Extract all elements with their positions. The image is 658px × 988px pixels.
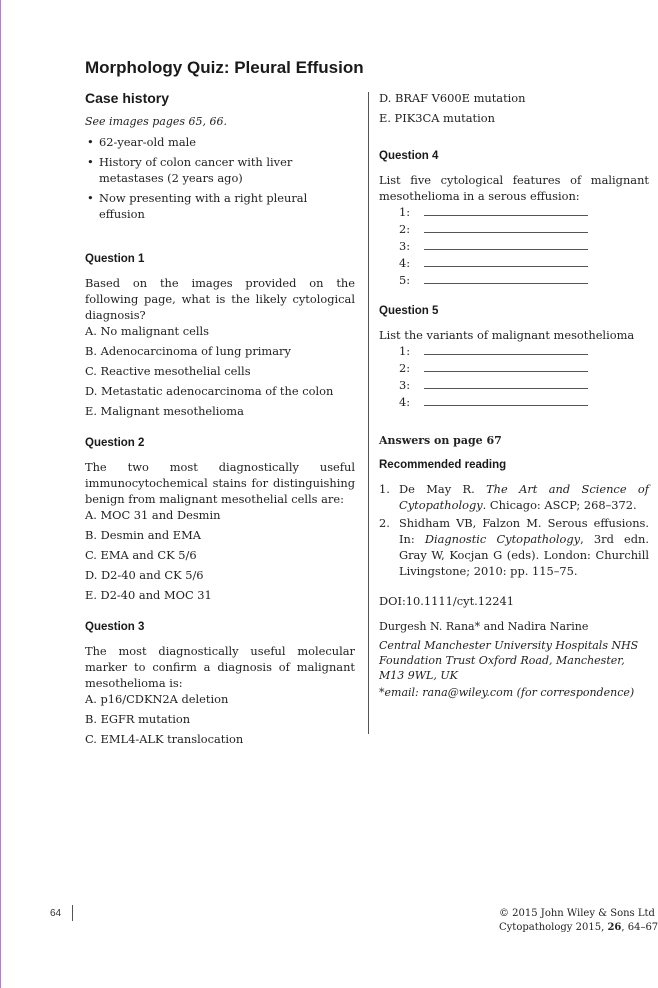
question-2-option: E. D2-40 and MOC 31	[85, 588, 212, 602]
question-3-option: C. EML4-ALK translocation	[85, 732, 244, 746]
question-2-option: B. Desmin and EMA	[85, 528, 201, 542]
reference-title: Diagnostic Cytopathology	[424, 532, 581, 546]
right-column	[379, 90, 649, 701]
copyright: © 2015 John Wiley & Sons Ltd	[499, 908, 655, 919]
question-1-heading: Question 1	[85, 253, 145, 265]
answer-line	[424, 222, 588, 233]
blank-number: 1:	[399, 205, 411, 219]
column-divider	[368, 92, 369, 734]
list-item: • History of colon cancer with liver metastases (2 years ago)	[85, 154, 355, 186]
reference-author: Shidham VB, Falzon M. Serous effusions. In:	[399, 516, 649, 546]
blank-number: 1:	[399, 344, 411, 358]
answer-blank[interactable]	[399, 272, 649, 288]
question-1-option: E. Malignant mesothelioma	[85, 404, 244, 418]
question-4-heading: Question 4	[379, 150, 439, 162]
recommended-reading-heading: Recommended reading	[379, 459, 507, 471]
blank-number: 4:	[399, 256, 411, 270]
question-3-heading: Question 3	[85, 621, 145, 633]
reference-details: . Chicago: ASCP; 268–372.	[482, 498, 637, 512]
question-3-option: A. p16/CDKN2A deletion	[85, 692, 229, 706]
reference-number: 2.	[379, 516, 390, 530]
blank-number: 2:	[399, 222, 411, 236]
question-2-text: The two most diagnostically useful immunocytochemical stains for distinguishing benign from malignant mesothelial cells are:	[85, 460, 355, 506]
question-3-option: D. BRAF V600E mutation	[379, 91, 526, 105]
answer-blank[interactable]	[399, 255, 649, 271]
blank-number: 3:	[399, 239, 411, 253]
answer-blank[interactable]	[399, 204, 649, 220]
question-1-option: B. Adenocarcinoma of lung primary	[85, 344, 291, 358]
reference-author: De May R.	[399, 482, 487, 496]
reference-title: The Art and Science of Cytopathology	[399, 482, 649, 512]
answers-note: Answers on page 67	[379, 434, 502, 447]
question-3-option: E. PIK3CA mutation	[379, 111, 495, 125]
left-column	[85, 90, 355, 751]
question-1-option: A. No malignant cells	[85, 324, 209, 338]
reference-list	[379, 481, 649, 579]
left-margin-rule	[0, 0, 1, 988]
answer-blank[interactable]	[399, 343, 649, 359]
list-item: • Now presenting with a right pleural effusion	[85, 190, 355, 222]
blank-number: 2:	[399, 361, 411, 375]
answer-line	[424, 378, 588, 389]
question-5-heading: Question 5	[379, 305, 439, 317]
question-1-text: Based on the images provided on the following page, what is the likely cytological diagnosis?	[85, 276, 355, 322]
question-3-text: The most diagnostically useful molecular marker to confirm a diagnosis of malignant mesothelioma is:	[85, 644, 355, 690]
answer-line	[424, 273, 588, 284]
journal-citation	[499, 921, 658, 935]
reference-item	[379, 515, 649, 579]
case-history-list	[85, 134, 355, 222]
question-4-text: List five cytological features of malignant mesothelioma in a serous effusion:	[379, 173, 649, 203]
answer-line	[424, 205, 588, 216]
answer-blank[interactable]	[399, 238, 649, 254]
question-2-option: D. D2-40 and CK 5/6	[85, 568, 204, 582]
answer-line	[424, 361, 588, 372]
answer-blank[interactable]	[399, 221, 649, 237]
question-3-option: B. EGFR mutation	[85, 712, 191, 726]
answer-line	[424, 395, 588, 406]
see-images-note: See images pages 65, 66.	[85, 115, 228, 128]
question-1-option: C. Reactive mesothelial cells	[85, 364, 251, 378]
journal-pages: , 64–67	[621, 922, 658, 933]
reference-number: 1.	[379, 482, 390, 496]
reference-details: , 3rd edn. Gray W, Kocjan G (eds). London: Churchill Livingstone; 2010: pp. 115–75.	[399, 532, 649, 578]
page-title: Morphology Quiz: Pleural Effusion	[85, 58, 364, 77]
answer-blank[interactable]	[399, 360, 649, 376]
affiliation: Central Manchester University Hospitals NHS Foundation Trust Oxford Road, Manchester, M13 9WL, UK	[379, 639, 639, 682]
answer-blank[interactable]	[399, 394, 649, 410]
answer-line	[424, 239, 588, 250]
reference-item	[379, 481, 649, 513]
question-2-heading: Question 2	[85, 437, 145, 449]
question-2-option: C. EMA and CK 5/6	[85, 548, 197, 562]
authors: Durgesh N. Rana* and Nadira Narine	[379, 620, 589, 633]
question-5-text: List the variants of malignant mesothelioma	[379, 328, 635, 342]
answer-line	[424, 344, 588, 355]
list-item: • 62-year-old male	[85, 134, 355, 150]
blank-number: 4:	[399, 395, 411, 409]
question-2-option: A. MOC 31 and Desmin	[85, 508, 221, 522]
page-number: 64	[50, 908, 62, 919]
doi-text: DOI:10.1111/cyt.12241	[379, 594, 514, 608]
journal-volume: 26	[607, 922, 622, 933]
blank-number: 5:	[399, 273, 411, 287]
correspondence-email: *email: rana@wiley.com (for correspondence)	[379, 686, 635, 699]
journal-name: Cytopathology 2015,	[499, 922, 608, 933]
case-history-heading: Case history	[85, 90, 170, 106]
footer-divider	[72, 905, 73, 921]
question-1-option: D. Metastatic adenocarcinoma of the colon	[85, 384, 334, 398]
footer-citation	[499, 907, 658, 935]
blank-number: 3:	[399, 378, 411, 392]
answer-blank[interactable]	[399, 377, 649, 393]
answer-line	[424, 256, 588, 267]
